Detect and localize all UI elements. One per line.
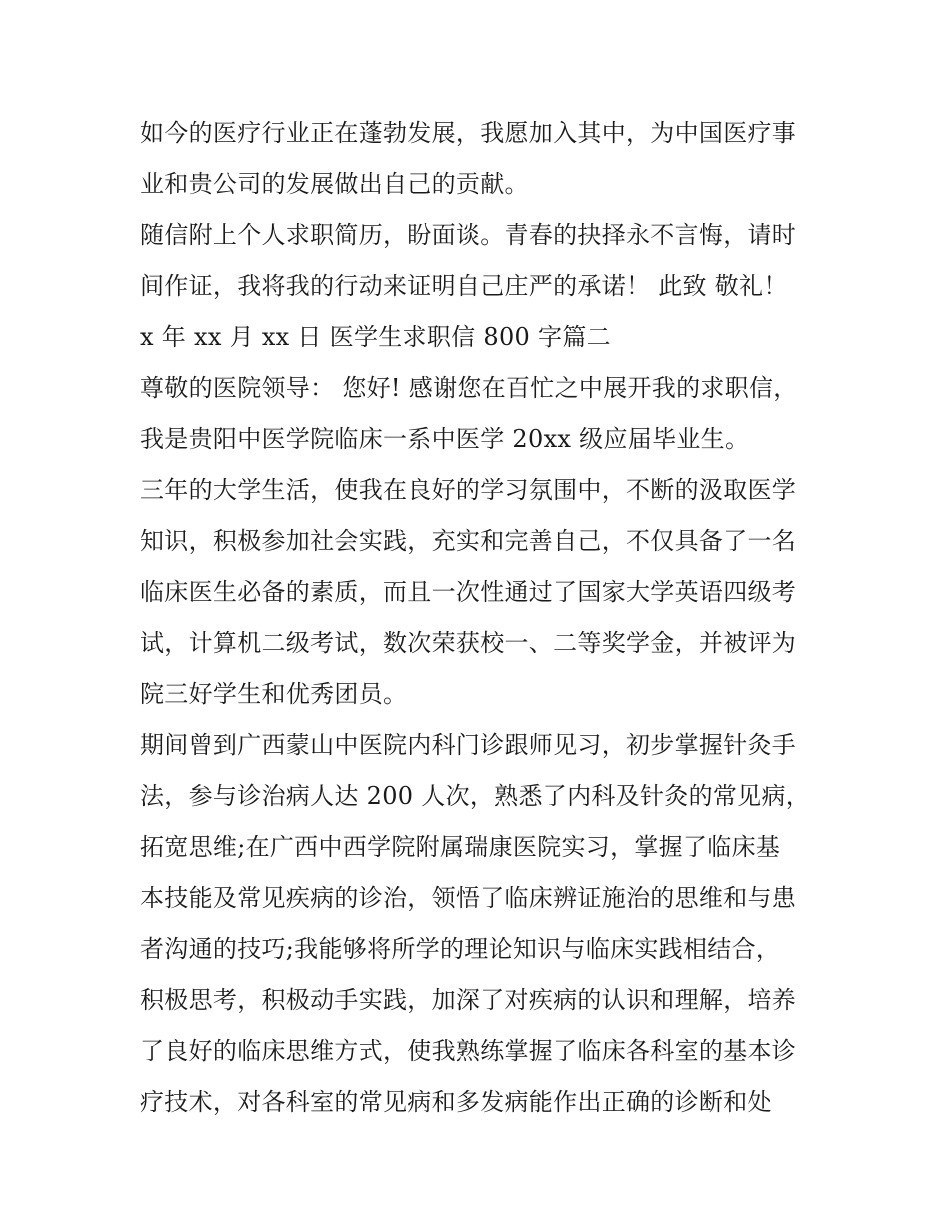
text-line-6: 尊敬的医院领导： 您好! 感谢您在百忙之中展开我的求职信， [140,374,798,402]
text-line-14: 法，参与诊治病人达 200 人次，熟悉了内科及针灸的常见病， [140,782,811,810]
text-line-2: 业和贵公司的发展做出自己的贡献。 [140,170,529,198]
letter-body [140,108,830,1128]
text-line-16: 本技能及常见疾病的诊治，领悟了临床辨证施治的思维和与患 [140,884,797,912]
text-line-11: 试，计算机二级考试，数次荣获校一、二等奖学金，并被评为 [140,629,797,657]
text-line-3: 随信附上个人求职简历，盼面谈。青春的抉择永不言悔，请时 [140,221,797,249]
text-line-19: 了良好的临床思维方式，使我熟练掌握了临床各科室的基本诊 [140,1037,797,1065]
text-line-10: 临床医生必备的素质，而且一次性通过了国家大学英语四级考 [140,578,797,606]
text-line-9: 知识，积极参加社会实践，充实和完善自己，不仅具备了一名 [140,527,797,555]
text-line-12: 院三好学生和优秀团员。 [140,680,408,708]
text-line-20: 疗技术，对各科室的常见病和多发病能作出正确的诊断和处 [140,1088,772,1116]
text-line-4: 间作证，我将我的行动来证明自己庄严的承诺！ 此致 敬礼！ [140,272,788,300]
text-line-7: 我是贵阳中医学院临床一系中医学 20xx 级应届毕业生。 [140,425,750,453]
text-line-8: 三年的大学生活，使我在良好的学习氛围中，不断的汲取医学 [140,476,797,504]
text-line-5: x 年 xx 月 xx 日 医学生求职信 800 字篇二 [140,323,611,351]
text-line-15: 拓宽思维;在广西中西学院附属瑞康医院实习，掌握了临床基 [140,833,781,861]
text-line-17: 者沟通的技巧;我能够将所学的理论知识与临床实践相结合， [140,935,781,963]
text-line-1: 如今的医疗行业正在蓬勃发展，我愿加入其中，为中国医疗事 [140,119,797,147]
text-line-18: 积极思考，积极动手实践，加深了对疾病的认识和理解，培养 [140,986,797,1014]
text-line-13: 期间曾到广西蒙山中医院内科门诊跟师见习，初步掌握针灸手 [140,731,797,759]
